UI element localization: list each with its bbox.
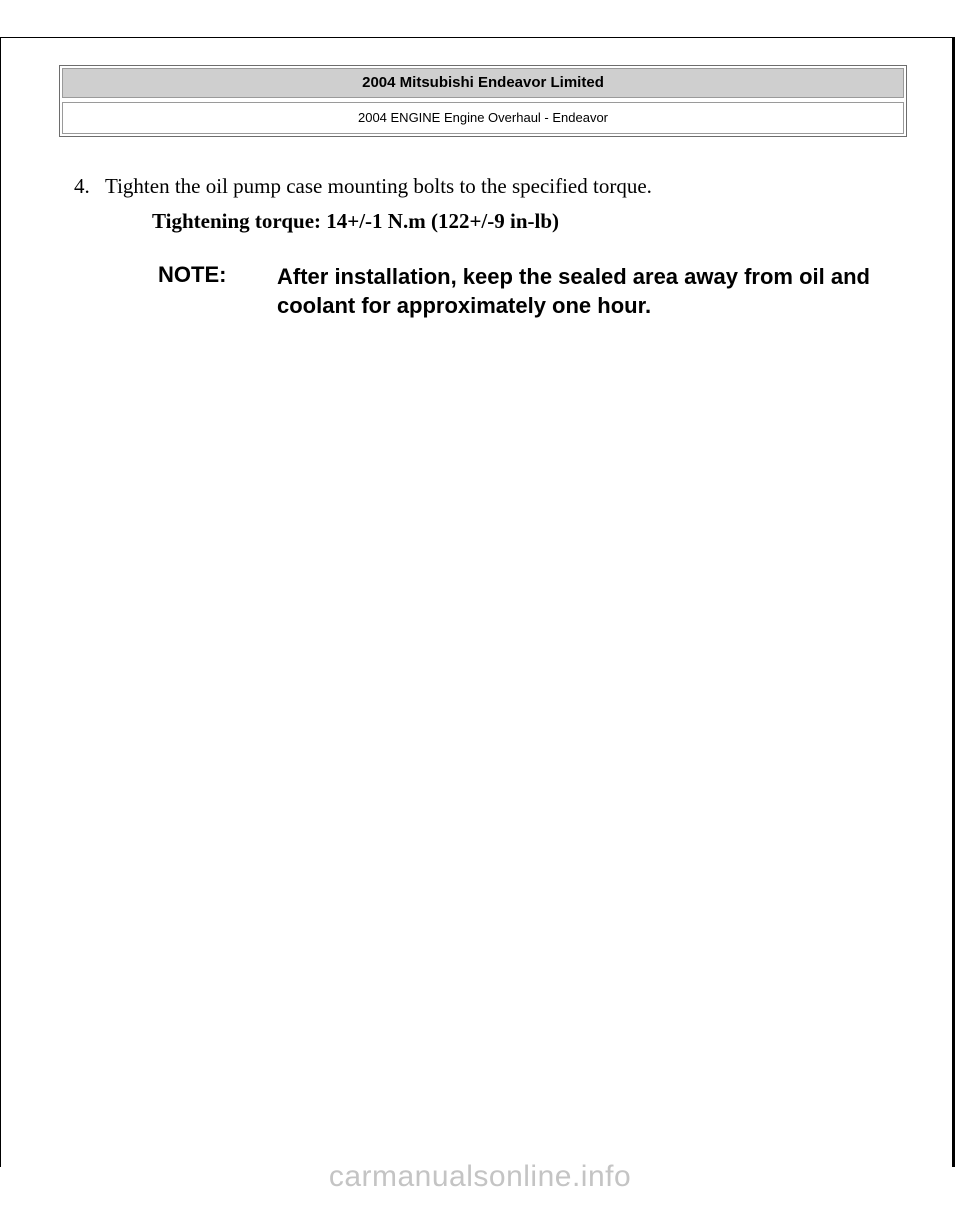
procedure-step	[74, 174, 652, 199]
watermark-footer: carmanualsonline.info	[328, 1160, 632, 1193]
document-header	[59, 65, 907, 137]
step-text: Tighten the oil pump case mounting bolts to the specified torque.	[105, 174, 652, 198]
page-frame	[0, 37, 955, 1167]
note-label: NOTE:	[158, 262, 227, 287]
vehicle-title: 2004 Mitsubishi Endeavor Limited	[62, 68, 904, 98]
section-subtitle: 2004 ENGINE Engine Overhaul - Endeavor	[62, 102, 904, 134]
step-number: 4.	[74, 174, 90, 198]
torque-spec: Tightening torque: 14+/-1 N.m (122+/-9 in-lb)	[152, 209, 560, 233]
note-text: After installation, keep the sealed area away from oil and coolant for approximately one hour.	[277, 264, 870, 318]
